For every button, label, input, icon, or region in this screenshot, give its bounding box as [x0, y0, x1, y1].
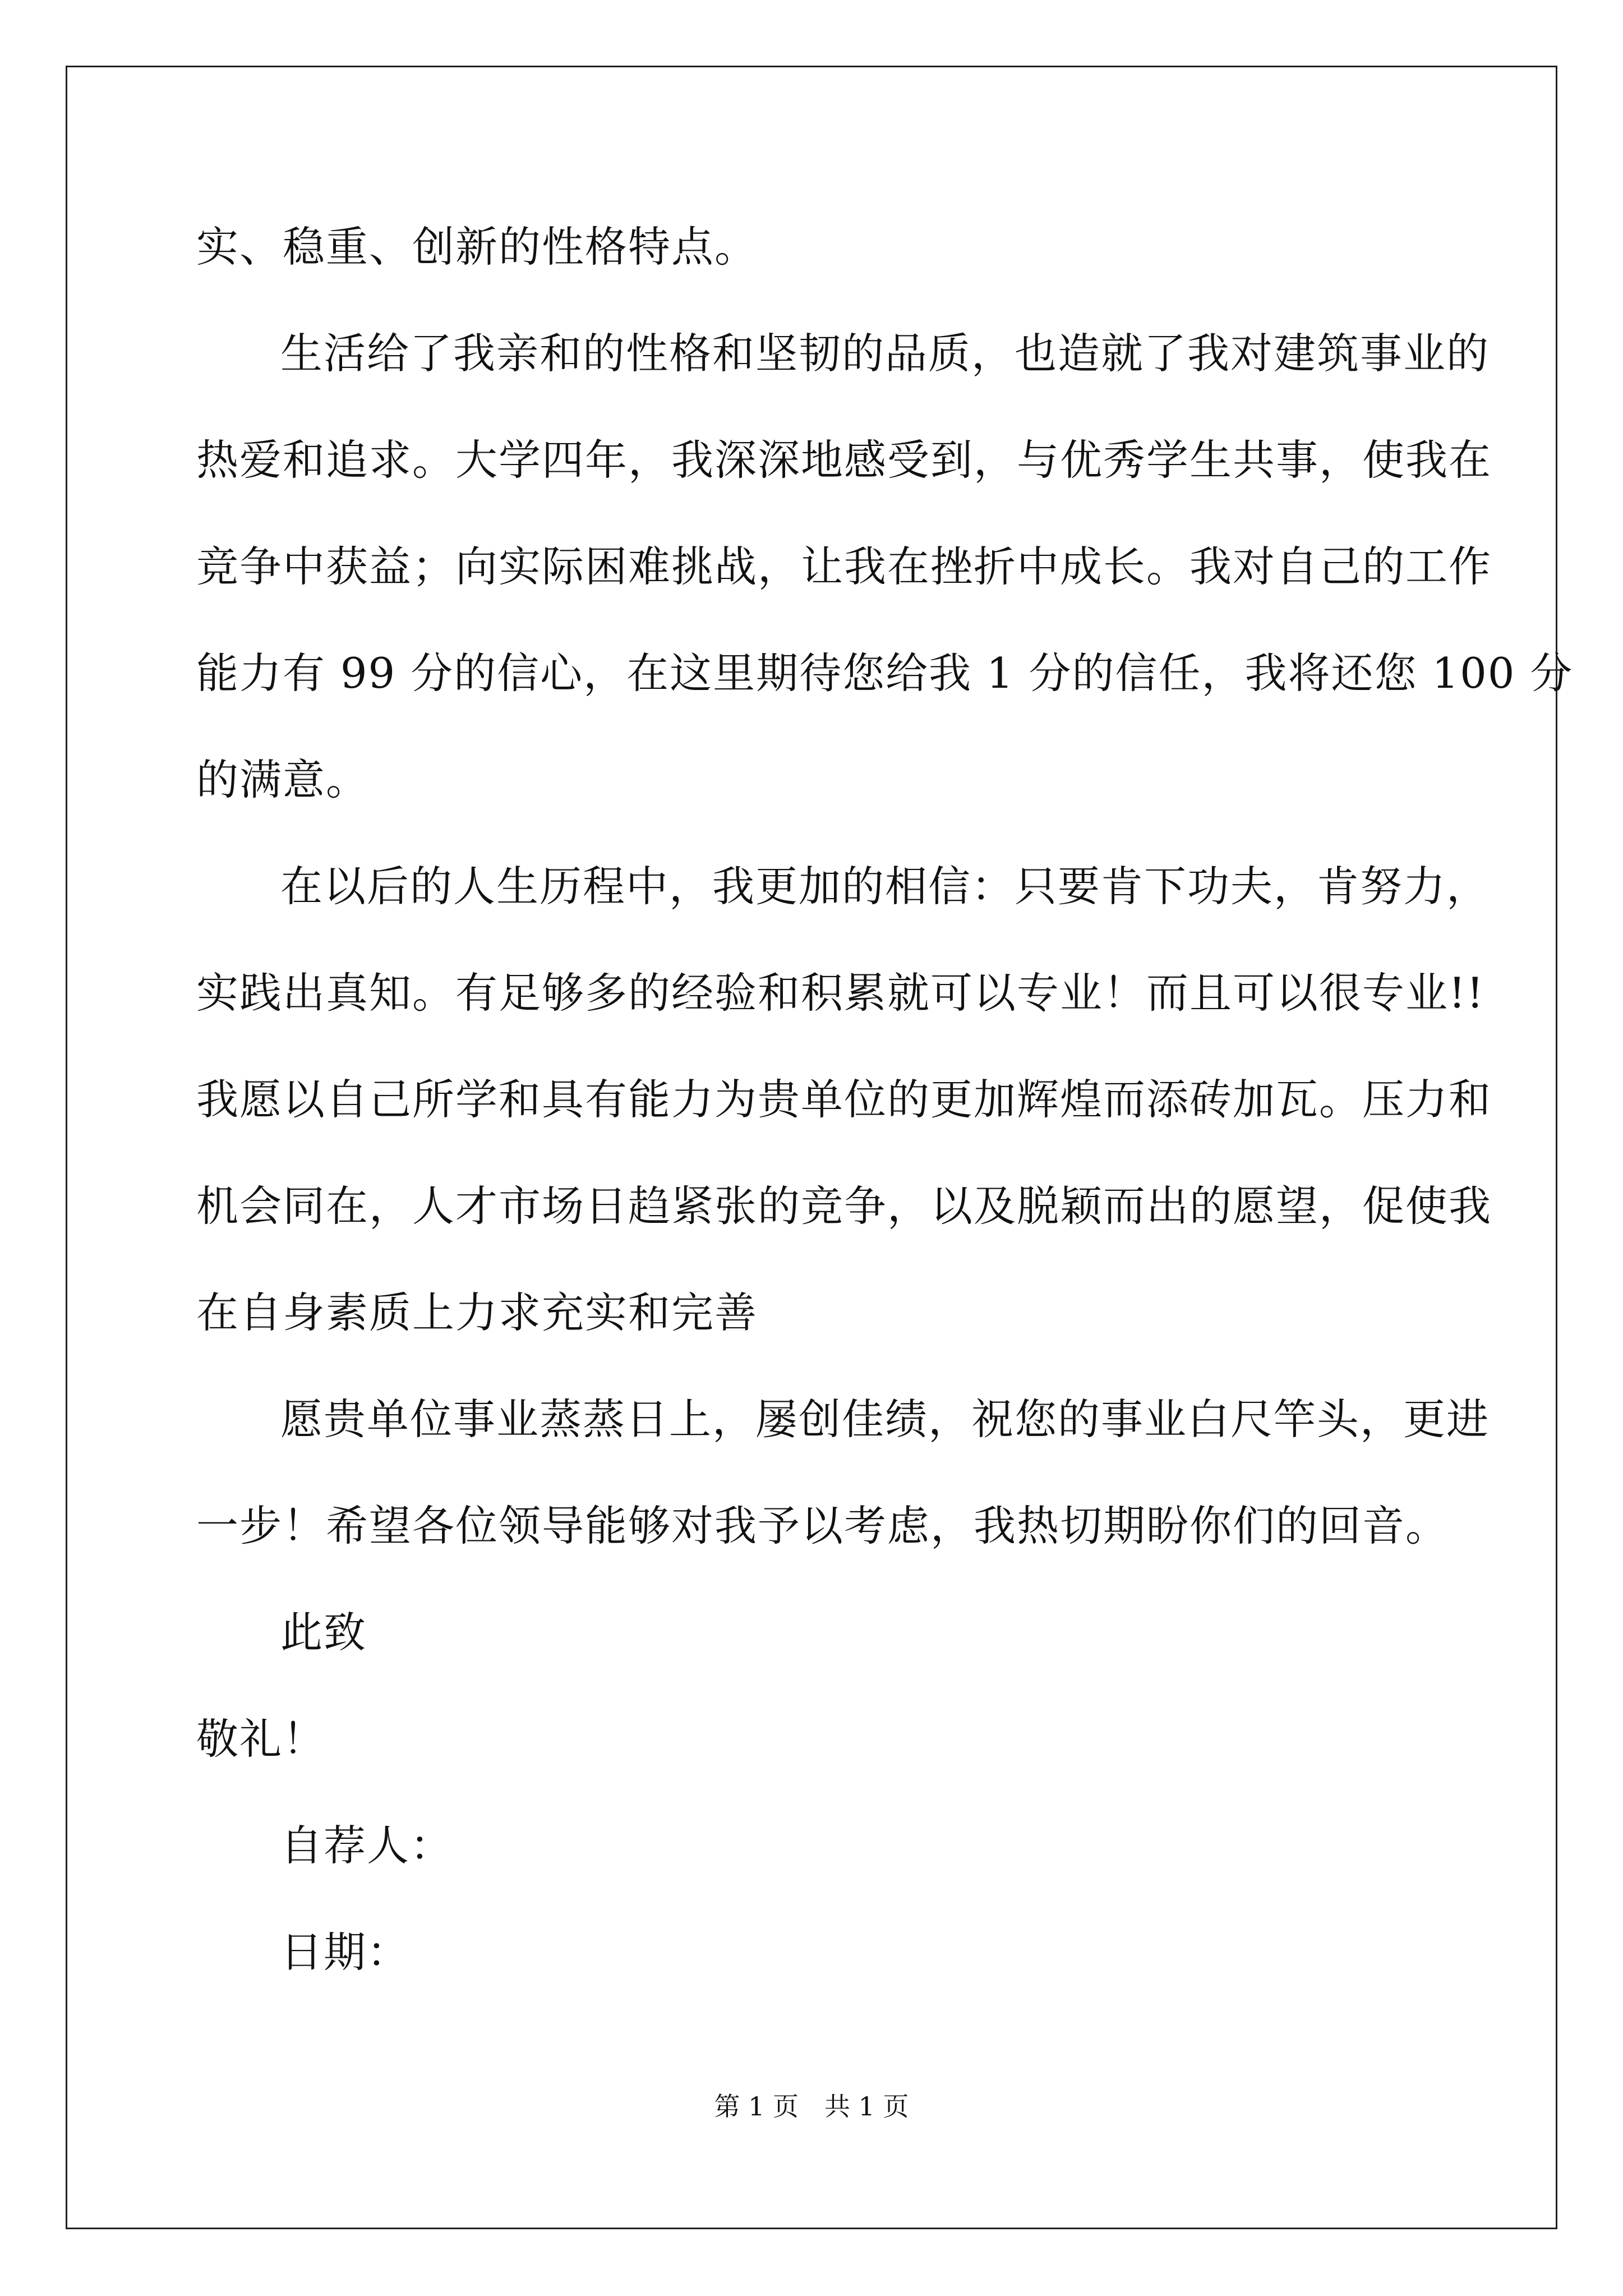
- closing-salutation: 此致: [280, 1608, 367, 1657]
- date-label: 日期：: [280, 1927, 411, 1977]
- text-line: 机会同在，人才市场日趋紧张的竞争，以及脱颖而出的愿望，促使我: [196, 1181, 1492, 1231]
- text-line: 在以后的人生历程中，我更加的相信：只要肯下功夫，肯努力，: [280, 862, 1490, 911]
- text-line: 竞争中获益；向实际困难挑战，让我在挫折中成长。我对自己的工作: [196, 542, 1492, 591]
- text-line: 一步！希望各位领导能够对我予以考虑，我热切期盼你们的回音。: [196, 1501, 1449, 1550]
- signature-label: 自荐人：: [280, 1821, 454, 1870]
- text-line: 我愿以自己所学和具有能力为贵单位的更加辉煌而添砖加瓦。压力和: [196, 1075, 1492, 1124]
- text-line: 在自身素质上力求充实和完善: [196, 1288, 758, 1337]
- closing-regards: 敬礼！: [196, 1714, 326, 1764]
- text-line: 实、稳重、创新的性格特点。: [196, 222, 758, 272]
- text-line: 愿贵单位事业蒸蒸日上，屡创佳绩，祝您的事业白尺竿头，更进: [280, 1395, 1490, 1444]
- page-border: [66, 66, 1557, 2229]
- text-line: 能力有 99 分的信心，在这里期待您给我 1 分的信任，我将还您 100 分: [196, 648, 1574, 698]
- text-line: 的满意。: [196, 755, 370, 804]
- text-line: 实践出真知。有足够多的经验和积累就可以专业！而且可以很专业!!: [196, 968, 1485, 1018]
- text-line: 生活给了我亲和的性格和坚韧的品质，也造就了我对建筑事业的: [280, 329, 1490, 378]
- page-number: 第 1 页 共 1 页: [714, 2091, 909, 2122]
- text-line: 热爱和追求。大学四年，我深深地感受到，与优秀学生共事，使我在: [196, 435, 1492, 485]
